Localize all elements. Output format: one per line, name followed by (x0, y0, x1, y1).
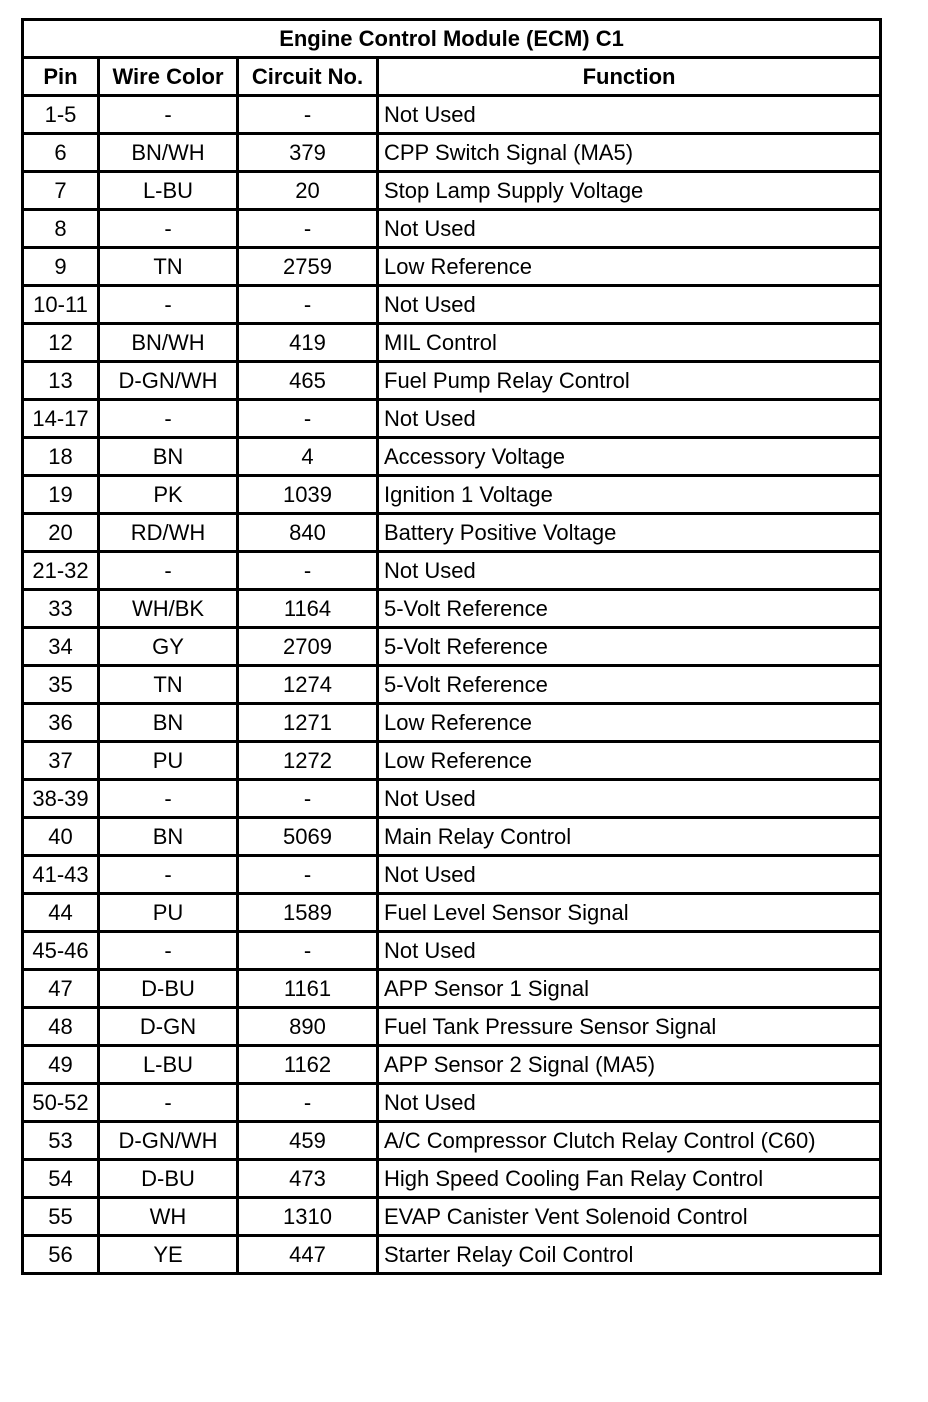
pin-cell: 7 (23, 172, 99, 210)
circuit-number-cell: 840 (238, 514, 378, 552)
function-cell: Accessory Voltage (378, 438, 881, 476)
circuit-number-cell: - (238, 400, 378, 438)
table-row (23, 286, 881, 324)
circuit-number-cell: - (238, 1084, 378, 1122)
function-cell: Main Relay Control (378, 818, 881, 856)
table-row (23, 552, 881, 590)
table-row (23, 1236, 881, 1274)
function-cell: Not Used (378, 1084, 881, 1122)
circuit-number-cell: - (238, 96, 378, 134)
table-row (23, 1046, 881, 1084)
pin-cell: 20 (23, 514, 99, 552)
wire-color-cell: WH/BK (99, 590, 238, 628)
table-row (23, 514, 881, 552)
wire-color-cell: RD/WH (99, 514, 238, 552)
circuit-number-cell: 1164 (238, 590, 378, 628)
pin-cell: 50-52 (23, 1084, 99, 1122)
function-cell: Battery Positive Voltage (378, 514, 881, 552)
pin-cell: 13 (23, 362, 99, 400)
wire-color-cell: D-BU (99, 970, 238, 1008)
table-row (23, 210, 881, 248)
pin-cell: 49 (23, 1046, 99, 1084)
table-row (23, 1160, 881, 1198)
table-row (23, 400, 881, 438)
circuit-number-cell: 4 (238, 438, 378, 476)
circuit-number-cell: - (238, 552, 378, 590)
circuit-number-cell: 1589 (238, 894, 378, 932)
circuit-number-cell: 379 (238, 134, 378, 172)
pin-cell: 44 (23, 894, 99, 932)
circuit-number-cell: 2709 (238, 628, 378, 666)
circuit-number-cell: 1310 (238, 1198, 378, 1236)
pin-cell: 56 (23, 1236, 99, 1274)
pin-cell: 33 (23, 590, 99, 628)
wire-color-cell: D-GN/WH (99, 362, 238, 400)
table-row (23, 96, 881, 134)
wire-color-cell: TN (99, 666, 238, 704)
wire-color-cell: L-BU (99, 172, 238, 210)
wire-color-cell: PU (99, 894, 238, 932)
wire-color-cell: L-BU (99, 1046, 238, 1084)
header-pin: Pin (23, 58, 99, 96)
table-row (23, 932, 881, 970)
function-cell: Not Used (378, 856, 881, 894)
wire-color-cell: BN (99, 818, 238, 856)
pin-cell: 35 (23, 666, 99, 704)
wire-color-cell: - (99, 780, 238, 818)
table-row (23, 970, 881, 1008)
pin-cell: 54 (23, 1160, 99, 1198)
table-body (23, 96, 881, 1274)
circuit-number-cell: 1161 (238, 970, 378, 1008)
pin-cell: 37 (23, 742, 99, 780)
function-cell: Fuel Level Sensor Signal (378, 894, 881, 932)
wire-color-cell: - (99, 552, 238, 590)
function-cell: CPP Switch Signal (MA5) (378, 134, 881, 172)
table-row (23, 1008, 881, 1046)
header-function: Function (378, 58, 881, 96)
wire-color-cell: - (99, 856, 238, 894)
function-cell: Not Used (378, 552, 881, 590)
table-row (23, 590, 881, 628)
function-cell: Low Reference (378, 704, 881, 742)
table-row (23, 324, 881, 362)
circuit-number-cell: - (238, 932, 378, 970)
pin-cell: 18 (23, 438, 99, 476)
header-circuit-no: Circuit No. (238, 58, 378, 96)
wire-color-cell: BN (99, 438, 238, 476)
table-row (23, 1198, 881, 1236)
ecm-connector-table (21, 18, 882, 1275)
circuit-number-cell: - (238, 856, 378, 894)
table-row (23, 628, 881, 666)
wire-color-cell: BN/WH (99, 324, 238, 362)
function-cell: APP Sensor 2 Signal (MA5) (378, 1046, 881, 1084)
table-row (23, 780, 881, 818)
wire-color-cell: PK (99, 476, 238, 514)
table-row (23, 742, 881, 780)
wire-color-cell: PU (99, 742, 238, 780)
function-cell: Not Used (378, 400, 881, 438)
table-row (23, 818, 881, 856)
pin-cell: 10-11 (23, 286, 99, 324)
pin-cell: 9 (23, 248, 99, 286)
function-cell: Not Used (378, 96, 881, 134)
pin-cell: 41-43 (23, 856, 99, 894)
pin-cell: 40 (23, 818, 99, 856)
circuit-number-cell: 1039 (238, 476, 378, 514)
pin-cell: 47 (23, 970, 99, 1008)
table-row (23, 362, 881, 400)
function-cell: Not Used (378, 780, 881, 818)
function-cell: Low Reference (378, 248, 881, 286)
table-row (23, 172, 881, 210)
wire-color-cell: YE (99, 1236, 238, 1274)
wire-color-cell: - (99, 210, 238, 248)
circuit-number-cell: 459 (238, 1122, 378, 1160)
table-row (23, 438, 881, 476)
pin-cell: 45-46 (23, 932, 99, 970)
table-row (23, 134, 881, 172)
wire-color-cell: D-BU (99, 1160, 238, 1198)
table-header-row (23, 58, 881, 96)
function-cell: Low Reference (378, 742, 881, 780)
function-cell: Not Used (378, 210, 881, 248)
pin-cell: 55 (23, 1198, 99, 1236)
pin-cell: 21-32 (23, 552, 99, 590)
circuit-number-cell: 447 (238, 1236, 378, 1274)
table-title-row (23, 20, 881, 58)
pin-cell: 14-17 (23, 400, 99, 438)
pin-cell: 12 (23, 324, 99, 362)
function-cell: Fuel Tank Pressure Sensor Signal (378, 1008, 881, 1046)
circuit-number-cell: 465 (238, 362, 378, 400)
circuit-number-cell: 419 (238, 324, 378, 362)
circuit-number-cell: - (238, 286, 378, 324)
wire-color-cell: TN (99, 248, 238, 286)
function-cell: Fuel Pump Relay Control (378, 362, 881, 400)
table-row (23, 248, 881, 286)
pin-cell: 1-5 (23, 96, 99, 134)
wire-color-cell: D-GN/WH (99, 1122, 238, 1160)
wire-color-cell: D-GN (99, 1008, 238, 1046)
function-cell: Starter Relay Coil Control (378, 1236, 881, 1274)
function-cell: Stop Lamp Supply Voltage (378, 172, 881, 210)
circuit-number-cell: 5069 (238, 818, 378, 856)
pin-cell: 6 (23, 134, 99, 172)
header-wire-color: Wire Color (99, 58, 238, 96)
pin-cell: 38-39 (23, 780, 99, 818)
table-row (23, 1084, 881, 1122)
function-cell: 5-Volt Reference (378, 666, 881, 704)
table-row (23, 704, 881, 742)
table-row (23, 1122, 881, 1160)
table-row (23, 856, 881, 894)
pin-cell: 8 (23, 210, 99, 248)
circuit-number-cell: 1162 (238, 1046, 378, 1084)
circuit-number-cell: 890 (238, 1008, 378, 1046)
wire-color-cell: - (99, 400, 238, 438)
function-cell: APP Sensor 1 Signal (378, 970, 881, 1008)
pin-cell: 19 (23, 476, 99, 514)
wire-color-cell: - (99, 932, 238, 970)
function-cell: Not Used (378, 286, 881, 324)
pin-cell: 48 (23, 1008, 99, 1046)
table-row (23, 476, 881, 514)
function-cell: MIL Control (378, 324, 881, 362)
pin-cell: 53 (23, 1122, 99, 1160)
function-cell: EVAP Canister Vent Solenoid Control (378, 1198, 881, 1236)
table-row (23, 666, 881, 704)
pin-cell: 34 (23, 628, 99, 666)
table-row (23, 894, 881, 932)
circuit-number-cell: 1272 (238, 742, 378, 780)
circuit-number-cell: - (238, 780, 378, 818)
circuit-number-cell: 20 (238, 172, 378, 210)
table-title: Engine Control Module (ECM) C1 (23, 20, 881, 58)
wire-color-cell: BN (99, 704, 238, 742)
function-cell: Not Used (378, 932, 881, 970)
circuit-number-cell: 1271 (238, 704, 378, 742)
function-cell: 5-Volt Reference (378, 590, 881, 628)
function-cell: High Speed Cooling Fan Relay Control (378, 1160, 881, 1198)
wire-color-cell: - (99, 96, 238, 134)
wire-color-cell: - (99, 286, 238, 324)
wire-color-cell: - (99, 1084, 238, 1122)
wire-color-cell: BN/WH (99, 134, 238, 172)
function-cell: A/C Compressor Clutch Relay Control (C60) (378, 1122, 881, 1160)
circuit-number-cell: 473 (238, 1160, 378, 1198)
pin-cell: 36 (23, 704, 99, 742)
circuit-number-cell: - (238, 210, 378, 248)
function-cell: 5-Volt Reference (378, 628, 881, 666)
circuit-number-cell: 1274 (238, 666, 378, 704)
wire-color-cell: WH (99, 1198, 238, 1236)
circuit-number-cell: 2759 (238, 248, 378, 286)
wire-color-cell: GY (99, 628, 238, 666)
function-cell: Ignition 1 Voltage (378, 476, 881, 514)
